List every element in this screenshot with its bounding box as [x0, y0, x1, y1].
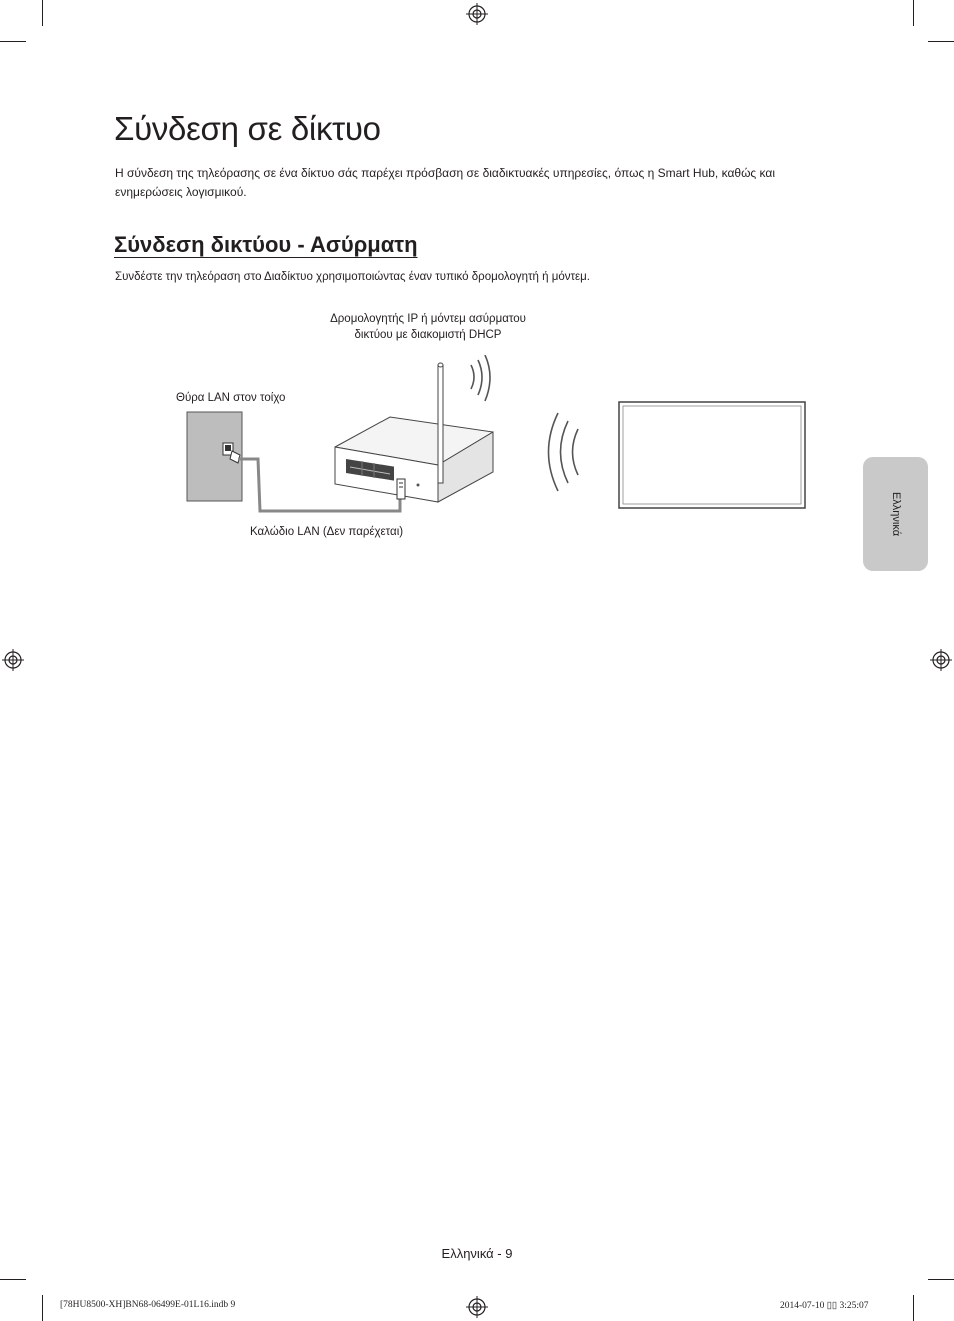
page-title: Σύνδεση σε δίκτυο: [114, 110, 381, 147]
page-number: Ελληνικά - 9: [441, 1246, 513, 1261]
registration-mark-icon: [466, 1296, 488, 1318]
wall-port-label: Θύρα LAN στον τοίχο: [176, 392, 286, 404]
crop-mark: [928, 1279, 954, 1280]
language-side-tab: [863, 457, 928, 571]
crop-mark: [42, 1295, 43, 1321]
crop-mark: [913, 0, 914, 26]
router-label: [318, 311, 538, 343]
network-diagram: [180, 355, 820, 520]
section-paragraph: Συνδέστε την τηλεόραση στο Διαδίκτυο χρησιμοποιώντας έναν τυπικό δρομολογητή ή μόντεμ.: [115, 271, 590, 283]
registration-mark-icon: [466, 3, 488, 25]
crop-mark: [0, 1279, 26, 1280]
footer-file-info: [78HU8500-XH]BN68-06499E-01L16.indb 9: [60, 1300, 236, 1310]
tv-icon: [619, 402, 805, 508]
router-label-line1: Δρομολογητής IP ή μόντεμ ασύρματου: [330, 313, 526, 325]
crop-mark: [42, 0, 43, 26]
router-icon: [335, 363, 493, 502]
registration-mark-icon: [930, 649, 952, 671]
crop-mark: [913, 1295, 914, 1321]
crop-mark: [0, 41, 26, 42]
section-title: Σύνδεση δικτύου - Ασύρματη: [114, 232, 418, 257]
lan-cable-label: Καλώδιο LAN (Δεν παρέχεται): [250, 526, 404, 538]
router-wifi-icon: [471, 355, 490, 401]
side-tab-label: Ελληνικά: [889, 491, 902, 537]
intro-paragraph: Η σύνδεση της τηλεόρασης σε ένα δίκτυο σάς παρέχει πρόσβαση σε διαδικτυακές υπηρεσίες, όπως η Smart Hub, καθώς και ενημερώσεις λογισμικού.: [115, 166, 776, 199]
tv-wifi-icon: [549, 413, 579, 491]
router-label-line2: δικτύου με διακομιστή DHCP: [354, 329, 502, 341]
registration-mark-icon: [2, 649, 24, 671]
crop-mark: [928, 41, 954, 42]
wall-lan-port-icon: [187, 412, 242, 501]
footer-date-info: 2014-07-10 ▯▯ 3:25:07: [780, 1301, 869, 1311]
